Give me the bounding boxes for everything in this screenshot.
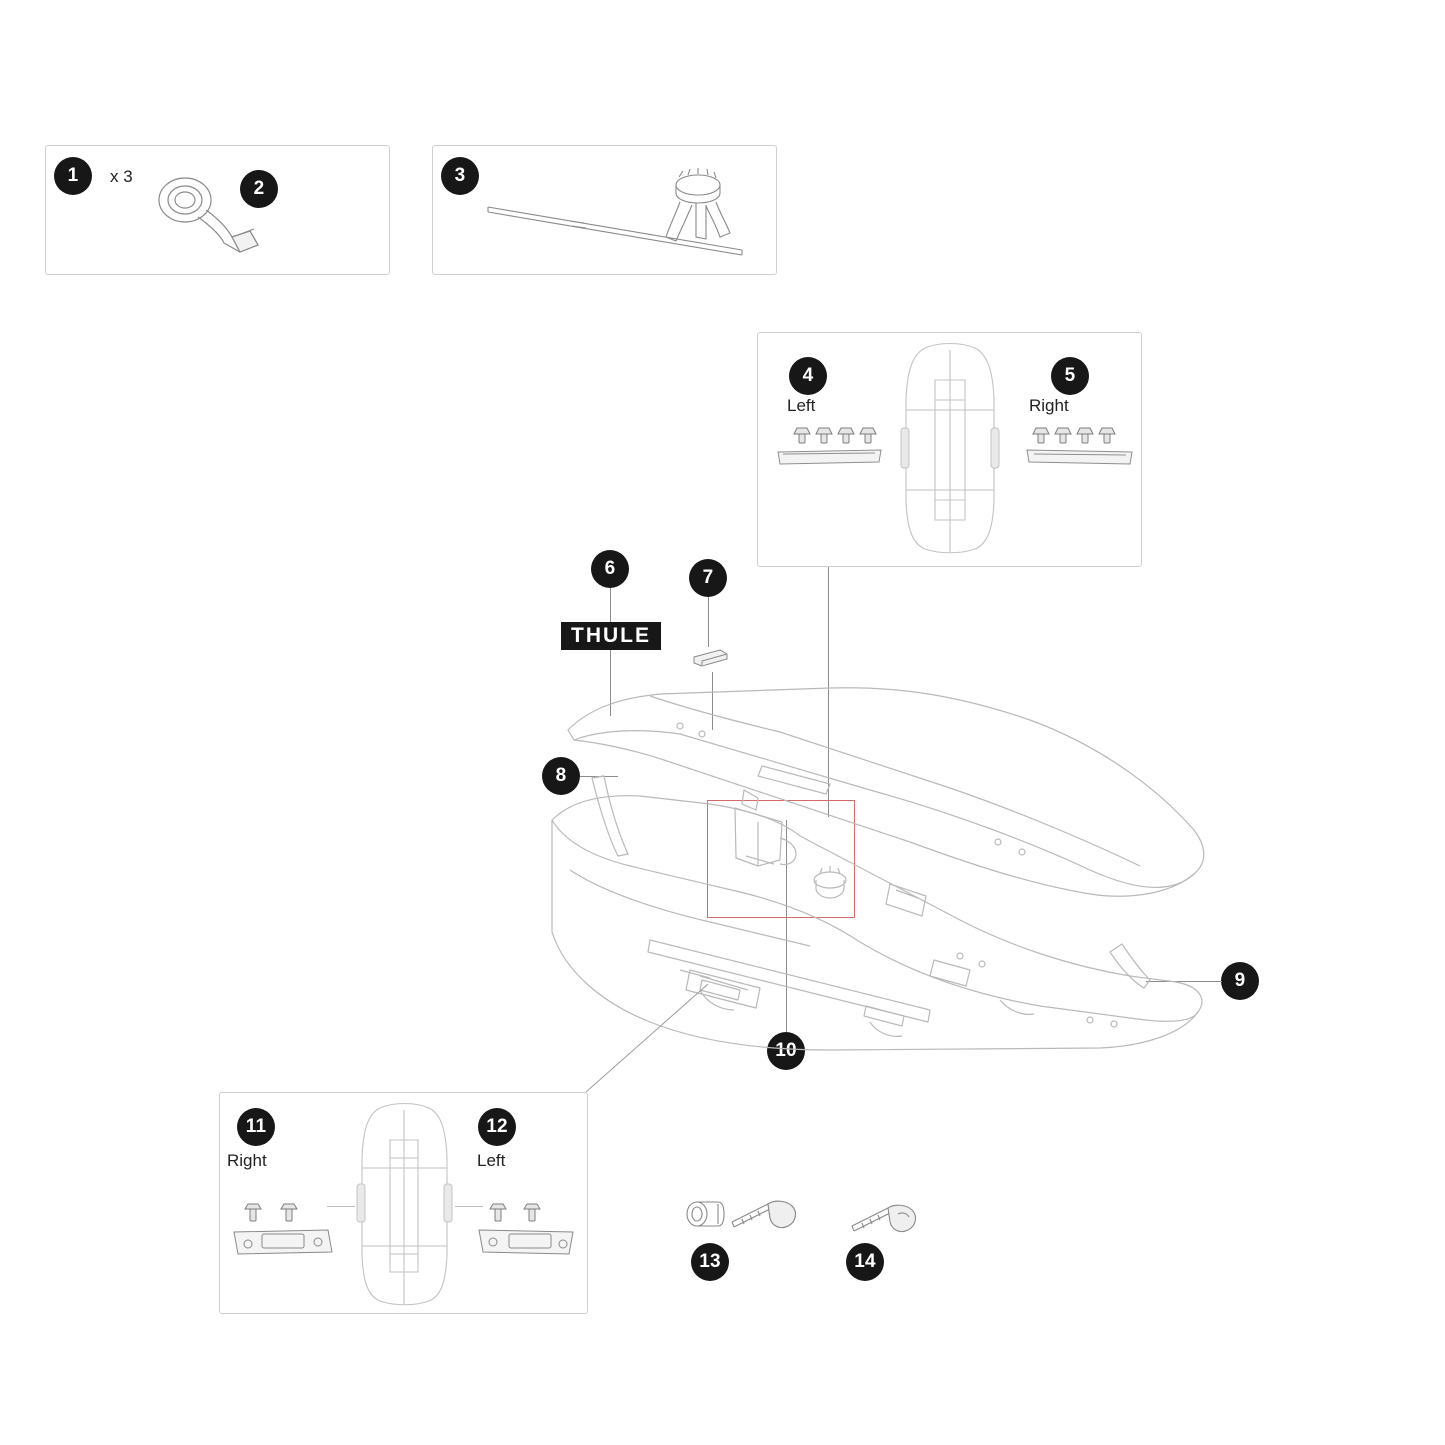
label-left-bottom: Left: [477, 1151, 506, 1170]
callout-badge-2[interactable]: 2: [240, 170, 278, 208]
leader-7: [708, 597, 709, 647]
mounting-tool-illustration: [480, 165, 770, 265]
thule-logo: THULE: [561, 622, 661, 650]
callout-badge-14[interactable]: 14: [846, 1243, 884, 1281]
callout-badge-9[interactable]: 9: [1221, 962, 1259, 1000]
label-right-bottom: Right: [227, 1151, 267, 1170]
callout-badge-4[interactable]: 4: [789, 357, 827, 395]
callout-badge-1[interactable]: 1: [54, 157, 92, 195]
callout-badge-10[interactable]: 10: [767, 1032, 805, 1070]
callout-badge-6[interactable]: 6: [591, 550, 629, 588]
callout-badge-5[interactable]: 5: [1051, 357, 1089, 395]
box-top-view-bottom: [352, 1100, 457, 1308]
leader-6: [610, 588, 611, 624]
strap-quantity-label: x 3: [110, 167, 133, 186]
strap-illustration: [150, 175, 280, 260]
leader-bottom-panel: [586, 980, 726, 1095]
label-right-top: Right: [1029, 396, 1069, 415]
left-rail-with-fasteners: [775, 420, 885, 470]
label-left-top: Left: [787, 396, 816, 415]
callout-badge-12[interactable]: 12: [478, 1108, 516, 1146]
left-handle-assembly: [475, 1200, 585, 1260]
callout-badge-8[interactable]: 8: [542, 757, 580, 795]
callout-badge-11[interactable]: 11: [237, 1108, 275, 1146]
callout-badge-7[interactable]: 7: [689, 559, 727, 597]
callout-badge-3[interactable]: 3: [441, 157, 479, 195]
callout-badge-13[interactable]: 13: [691, 1243, 729, 1281]
box-top-view: [895, 340, 1005, 555]
right-rail-with-fasteners: [1022, 420, 1137, 470]
right-handle-assembly: [228, 1200, 338, 1260]
